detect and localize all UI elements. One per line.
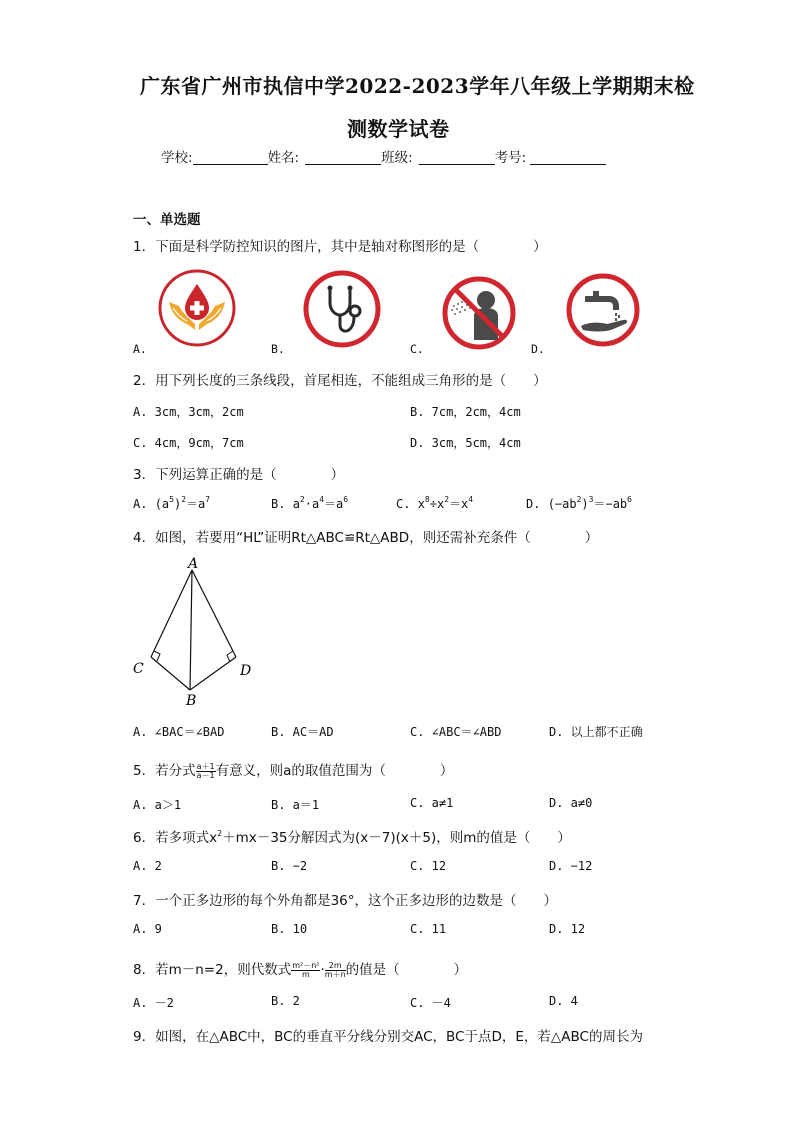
question-9-stem: 9．如图，在△ABC中，BC的垂直平分线分别交AC，BC于点D，E，若△ABC的周长为 — [133, 1029, 643, 1045]
q8-option-a: A. －2 — [133, 996, 174, 1010]
vertex-a-label: A — [188, 556, 199, 572]
vertex-d-label: D — [240, 663, 252, 679]
vertex-b-label: B — [186, 693, 197, 709]
class-label: 班级: — [381, 150, 413, 166]
exam-number-label: 考号: — [494, 150, 527, 166]
school-field[interactable] — [193, 150, 268, 165]
student-info-fields — [161, 146, 606, 166]
q1-option-d-label: D. — [531, 342, 545, 356]
page-title-line-1: 广东省广州市执信中学2022-2023学年八年级上学期期末检 — [140, 74, 695, 98]
q6-option-d: D. −12 — [549, 859, 593, 873]
q7-option-a: A. 9 — [133, 922, 162, 936]
q1-option-a-label: A. — [133, 342, 147, 356]
q8-option-c: C. －4 — [410, 996, 451, 1010]
q6-option-b: B. −2 — [271, 859, 308, 873]
q8-option-d: D. 4 — [549, 994, 578, 1008]
question-5-stem: 5．若分式 $\frac{a+1}{a-1}$ 有意义，则a的取值范围为（ ） — [133, 761, 454, 780]
q6-option-a: A. 2 — [133, 859, 162, 873]
q5-option-d: D. a≠0 — [549, 796, 593, 810]
q7-option-d: D. 12 — [549, 922, 586, 936]
q7-option-b: B. 10 — [271, 922, 308, 936]
q5-option-b: B. a＝1 — [271, 798, 320, 812]
page-title-line-2: 测数学试卷 — [347, 117, 450, 141]
blood-donation-hands-icon — [157, 268, 237, 348]
q3-option-c: C. $x^8\div x^2=x^4$ — [396, 495, 474, 511]
name-label: 姓名: — [267, 150, 300, 166]
q8-option-b: B. 2 — [271, 994, 300, 1008]
question-8-stem: 8．若m－n=2，则代数式 $\frac{\text{m²－n²}}{m}$ · $\frac{2m}{m+n}$ 的值是（ ） — [133, 960, 468, 979]
q3-option-b: B. $a^2\cdot a^4=a^6$ — [271, 495, 349, 511]
vertex-c-label: C — [133, 661, 144, 677]
q4-option-b: B. AC＝AD — [271, 725, 334, 739]
question-4-stem: 4．如图，若要用“HL”证明Rt△ABC≌Rt△ABD，则还需补充条件（ ） — [133, 530, 599, 546]
q4-option-c: C. ∠ABC＝∠ABD — [410, 725, 502, 739]
q4-option-a: A. ∠BAC＝∠BAD — [133, 725, 225, 739]
name-field[interactable] — [305, 150, 381, 165]
q1-option-b-label: B. — [271, 342, 285, 356]
question-6-stem: 6．若多项式$x^2+mx-35$分解因式为(x－7)(x＋5)，则m的值是（ ） — [133, 829, 571, 846]
q2-option-d: D. 3cm，5cm，4cm — [410, 436, 521, 450]
question-7-stem: 7．一个正多边形的每个外角都是36°，这个正多边形的边数是（ ） — [133, 893, 558, 909]
q1-option-c-label: C. — [410, 342, 424, 356]
exam-number-field[interactable] — [530, 150, 606, 165]
q5-option-a: A. a＞1 — [133, 798, 182, 812]
no-spitting-person-icon — [440, 276, 518, 350]
q7-option-c: C. 11 — [410, 922, 447, 936]
stethoscope-prohibited-icon — [302, 269, 382, 349]
q4-triangle-figure — [128, 555, 258, 710]
q3-option-a: A. $(a^5)^2=a^7$ — [133, 495, 211, 511]
question-1-stem: 1．下面是科学防控知识的图片，其中是轴对称图形的是（ ） — [133, 239, 547, 255]
hand-washing-faucet-icon — [565, 272, 641, 348]
q6-option-c: C. 12 — [410, 859, 447, 873]
q2-option-b: B. 7cm，2cm，4cm — [410, 405, 521, 419]
q4-option-d: D. 以上都不正确 — [549, 725, 643, 739]
section-heading: 一、单选题 — [133, 212, 201, 228]
question-3-stem: 3．下列运算正确的是（ ） — [133, 467, 345, 483]
q2-option-a: A. 3cm，3cm，2cm — [133, 405, 244, 419]
q3-option-d: D. $(-ab^2)^3=-ab^6$ — [526, 495, 632, 511]
class-field[interactable] — [419, 150, 495, 165]
q5-option-c: C. a≠1 — [410, 796, 454, 810]
q2-option-c: C. 4cm，9cm，7cm — [133, 436, 244, 450]
question-2-stem: 2．用下列长度的三条线段，首尾相连，不能组成三角形的是（ ） — [133, 373, 547, 389]
school-label: 学校: — [161, 150, 193, 166]
